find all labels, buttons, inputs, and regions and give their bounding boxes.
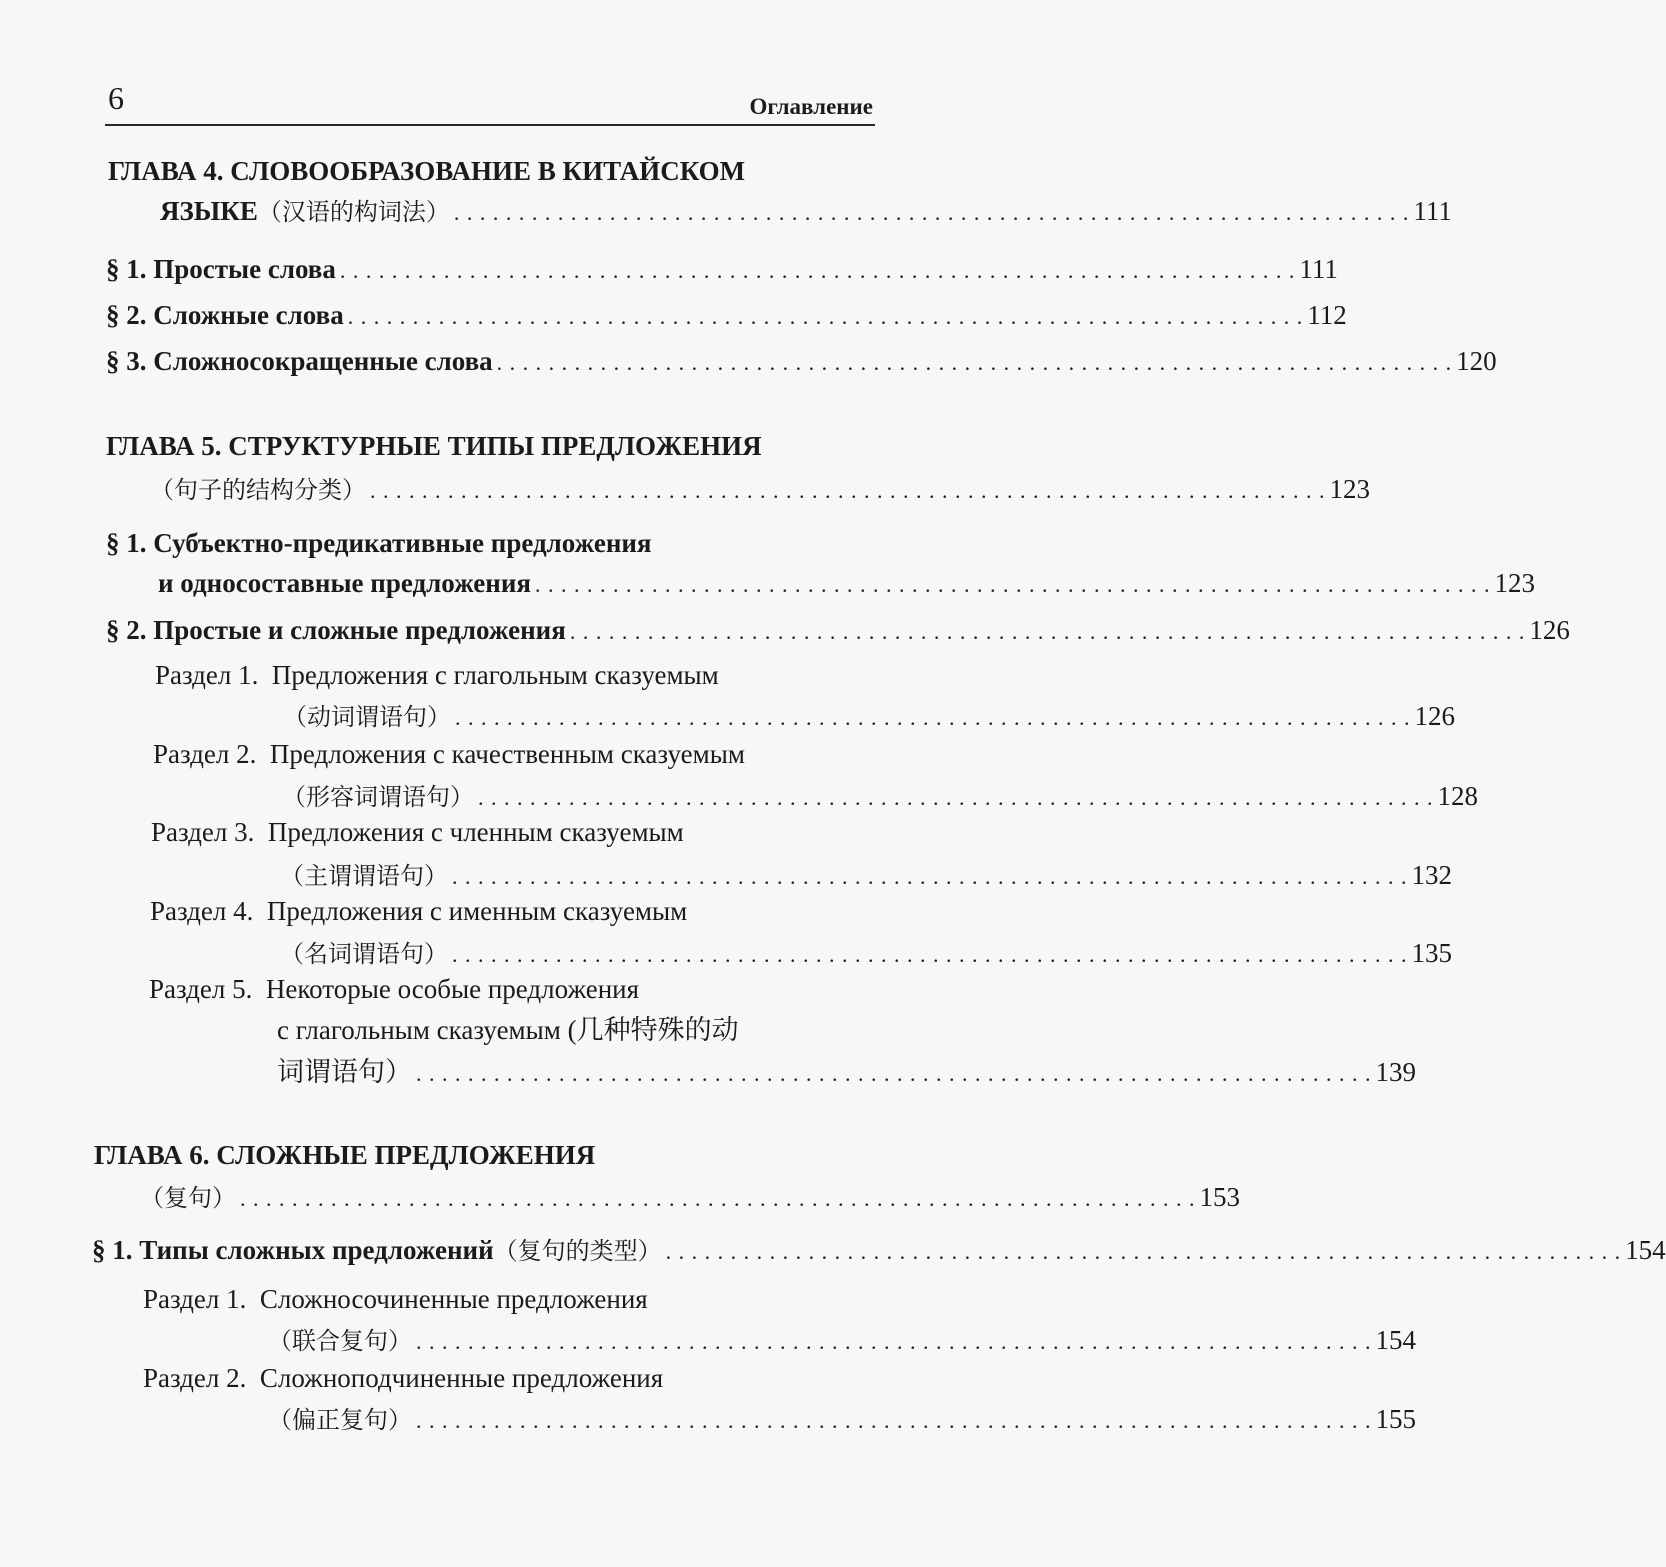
running-title: Оглавление [749, 94, 873, 119]
section-text: Предложения с глагольным сказуемым [271, 660, 719, 690]
leader-dots: . . . . . . . . . . . . . . . . . . . . . . . . . . . . . . . . . . . . . . . . . . . . . . . . . . . . . . . . . . . . . . . . . . . . . . . . . . [370, 478, 1326, 503]
entry-label: § 2. Простые и сложные предложения [106, 615, 566, 645]
toc-entry-ch6-s1[interactable] [92, 1235, 1666, 1265]
ch5-chinese: （句子的结构分类） [150, 476, 366, 504]
section-text: Сложноподчиненные предложения [259, 1363, 664, 1393]
toc-entry-ch5-r1[interactable] [283, 701, 1455, 731]
leader-dots: . . . . . . . . . . . . . . . . . . . . . . . . . . . . . . . . . . . . . . . . . . . . . . . . . . . . . . . . . . . . . . . . . . . . . . . . . . [452, 942, 1408, 967]
entry-chinese: （形容词谓语句） [282, 783, 474, 811]
ch4-title-line1: ГЛАВА 4. СЛОВООБРАЗОВАНИЕ В КИТАЙСКОМ [108, 156, 746, 186]
leader-dots: . . . . . . . . . . . . . . . . . . . . . . . . . . . . . . . . . . . . . . . . . . . . . . . . . . . . . . . . . . . . . . . . . . . . . . . . . . [452, 864, 1408, 889]
toc-entry-ch5-s2[interactable] [106, 615, 1570, 645]
entry-page: 120 [1456, 346, 1497, 376]
ch4-chinese: （汉语的构词法） [257, 198, 450, 226]
entry-page: 154 [1375, 1325, 1416, 1355]
leader-dots: . . . . . . . . . . . . . . . . . . . . . . . . . . . . . . . . . . . . . . . . . . . . . . . . . . . . . . . . . . . . . . . . . . . . . . . . . . [416, 1061, 1372, 1086]
entry-page: 132 [1411, 860, 1452, 890]
entry-label: § 1. Простые слова [106, 254, 336, 284]
leader-dots: . . . . . . . . . . . . . . . . . . . . . . . . . . . . . . . . . . . . . . . . . . . . . . . . . . . . . . . . . . . . . . . . . . . . . . . . . . [453, 200, 1410, 225]
entry-page: 126 [1414, 701, 1455, 731]
section-text: Сложносочиненные предложения [259, 1284, 648, 1314]
entry-page: 153 [1199, 1182, 1240, 1212]
toc-entry-ch4-s3[interactable] [106, 346, 1497, 376]
entry-label: и односоставные предложения [158, 568, 532, 598]
entry-page: 123 [1329, 474, 1370, 504]
toc-entry-ch5-r5[interactable] [277, 1057, 1416, 1087]
leader-dots: . . . . . . . . . . . . . . . . . . . . . . . . . . . . . . . . . . . . . . . . . . . . . . . . . . . . . . . . . . . . . . . . . . . . . . . . . . [478, 785, 1434, 810]
toc-entry-ch5-r4[interactable] [280, 938, 1452, 968]
section-prefix: Раздел 1. [143, 1284, 247, 1314]
entry-page: 123 [1494, 568, 1536, 598]
leader-dots: . . . . . . . . . . . . . . . . . . . . . . . . . . . . . . . . . . . . . . . . . . . . . . . . . . . . . . . . . . . . . . . . . . . . . . . . . . [339, 258, 1296, 283]
entry-page: 155 [1375, 1404, 1416, 1434]
entry-page: 154 [1625, 1235, 1666, 1265]
ch6-r1-line1 [143, 1286, 648, 1313]
section-text: Некоторые особые предложения [265, 974, 640, 1004]
ch5-r5-line2: с глагольным сказуемым (几种特殊的动 [277, 1015, 739, 1045]
entry-chinese: （动词谓语句） [283, 703, 451, 731]
entry-chinese: （复句的类型） [493, 1237, 662, 1265]
header-rule [105, 124, 875, 126]
leader-dots: . . . . . . . . . . . . . . . . . . . . . . . . . . . . . . . . . . . . . . . . . . . . . . . . . . . . . . . . . . . . . . . . . . . . . . . . . . [455, 705, 1411, 730]
ch5-title: ГЛАВА 5. СТРУКТУРНЫЕ ТИПЫ ПРЕДЛОЖЕНИЯ [106, 431, 762, 461]
ch5-s1-line1: § 1. Субъектно-предикативные предложения [106, 528, 652, 558]
leader-dots: . . . . . . . . . . . . . . . . . . . . . . . . . . . . . . . . . . . . . . . . . . . . . . . . . . . . . . . . . . . . . . . . . . . . . . . . . . [665, 1239, 1622, 1264]
ch4-title-word: ЯЗЫКЕ [160, 196, 258, 226]
ch5-r5-line1 [149, 976, 639, 1003]
leader-dots: . . . . . . . . . . . . . . . . . . . . . . . . . . . . . . . . . . . . . . . . . . . . . . . . . . . . . . . . . . . . . . . . . . . . . . . . . . [347, 304, 1304, 329]
ch4-page: 111 [1413, 196, 1452, 226]
entry-chinese: （联合复句） [268, 1327, 412, 1355]
leader-dots: . . . . . . . . . . . . . . . . . . . . . . . . . . . . . . . . . . . . . . . . . . . . . . . . . . . . . . . . . . . . . . . . . . . . . . . . . . [535, 572, 1491, 597]
entry-page: 135 [1411, 938, 1452, 968]
entry-chinese: （名词谓语句） [280, 940, 448, 968]
entry-chinese: （偏正复句） [268, 1406, 412, 1434]
entry-page: 128 [1437, 781, 1478, 811]
section-text: Предложения с качественным сказуемым [269, 739, 745, 769]
section-text: Предложения с членным сказуемым [267, 817, 684, 847]
ch6-r2-line1 [143, 1365, 663, 1392]
leader-dots: . . . . . . . . . . . . . . . . . . . . . . . . . . . . . . . . . . . . . . . . . . . . . . . . . . . . . . . . . . . . . . . . . . . . . . . . . . [496, 350, 1453, 375]
section-prefix: Раздел 2. [143, 1363, 247, 1393]
section-prefix: Раздел 2. [153, 739, 257, 769]
section-prefix: Раздел 1. [155, 660, 259, 690]
entry-label: § 3. Сложносокращенные слова [106, 346, 493, 376]
entry-page: 139 [1375, 1057, 1416, 1087]
leader-dots: . . . . . . . . . . . . . . . . . . . . . . . . . . . . . . . . . . . . . . . . . . . . . . . . . . . . . . . . . . . . . . . . . . . . . . . . . . [416, 1329, 1372, 1354]
ch5-r3-line1 [151, 819, 684, 846]
ch6-chinese: （复句） [140, 1184, 236, 1212]
toc-entry-ch4-s2[interactable] [106, 300, 1347, 330]
entry-chinese: （主谓谓语句） [280, 862, 448, 890]
section-prefix: Раздел 5. [149, 974, 253, 1004]
entry-page: 126 [1529, 615, 1570, 645]
toc-entry-ch5-s1[interactable] [158, 568, 1536, 598]
page-number: 6 [108, 80, 124, 116]
entry-label: § 2. Сложные слова [106, 300, 344, 330]
entry-page: 112 [1307, 300, 1347, 330]
entry-page: 111 [1299, 254, 1338, 284]
ch5-r1-line1 [155, 662, 719, 689]
toc-entry-ch6-r2[interactable] [268, 1404, 1416, 1434]
ch5-r2-line1 [153, 741, 745, 768]
toc-entry-ch6[interactable] [140, 1182, 1240, 1212]
entry-chinese: 词谓语句） [277, 1057, 412, 1087]
ch5-r4-line1 [150, 898, 687, 925]
section-prefix: Раздел 3. [151, 817, 255, 847]
section-prefix: Раздел 4. [150, 896, 254, 926]
leader-dots: . . . . . . . . . . . . . . . . . . . . . . . . . . . . . . . . . . . . . . . . . . . . . . . . . . . . . . . . . . . . . . . . . . . . . . . . . . [240, 1186, 1196, 1211]
leader-dots: . . . . . . . . . . . . . . . . . . . . . . . . . . . . . . . . . . . . . . . . . . . . . . . . . . . . . . . . . . . . . . . . . . . . . . . . . . [416, 1408, 1372, 1433]
ch4-title-line2[interactable] [160, 196, 1452, 226]
toc-entry-ch6-r1[interactable] [268, 1325, 1416, 1355]
toc-entry-ch4-s1[interactable] [106, 254, 1338, 284]
toc-entry-ch5[interactable] [150, 474, 1370, 504]
toc-entry-ch5-r2[interactable] [282, 781, 1478, 811]
leader-dots: . . . . . . . . . . . . . . . . . . . . . . . . . . . . . . . . . . . . . . . . . . . . . . . . . . . . . . . . . . . . . . . . . . . . . . . . . . [569, 619, 1526, 644]
entry-label: § 1. Типы сложных предложений [92, 1235, 494, 1265]
ch6-title: ГЛАВА 6. СЛОЖНЫЕ ПРЕДЛОЖЕНИЯ [94, 1140, 596, 1170]
toc-entry-ch5-r3[interactable] [280, 860, 1452, 890]
section-text: Предложения с именным сказуемым [266, 896, 688, 926]
